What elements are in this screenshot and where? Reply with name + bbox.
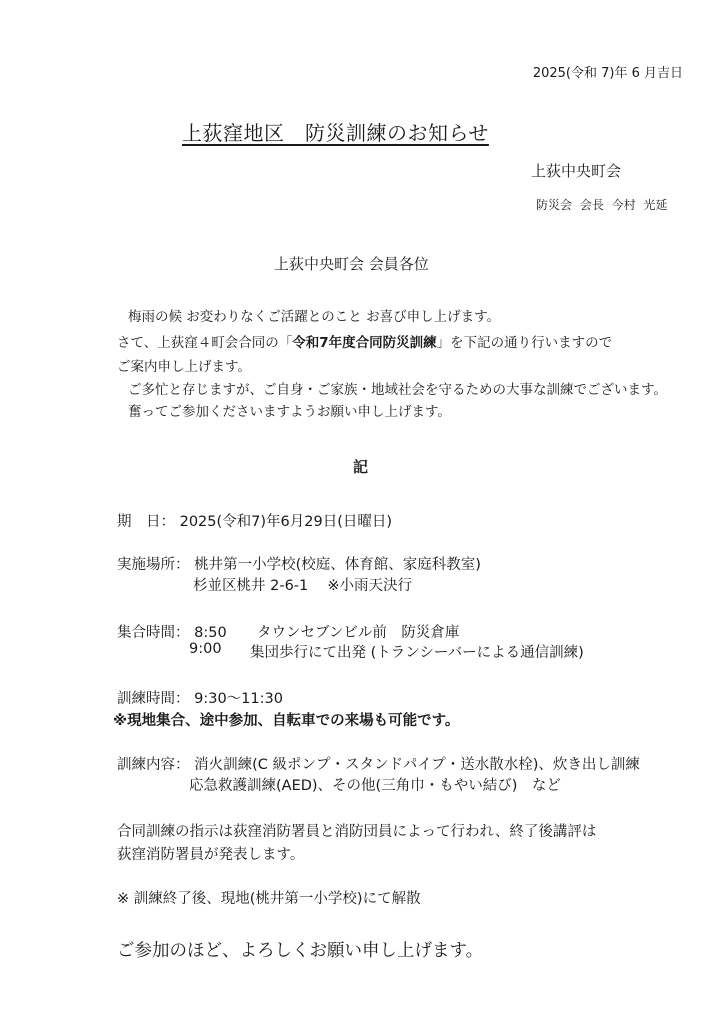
content-line-2: 応急救護訓練(AED)、その他(三角巾・もやい結び) など — [189, 778, 561, 794]
training-time-value: 9:30～11:30 — [194, 691, 283, 707]
place-row — [117, 553, 481, 574]
place-label: 実施場所： — [117, 557, 190, 573]
date-value: 2025(令和7)年6月29日(日曜日) — [179, 514, 393, 530]
signer-name: 防災会 会長 今村 光延 — [536, 198, 668, 212]
intro-line-5: 奮ってご参加くださいますようお願い申し上げます。 — [128, 404, 451, 420]
ki-heading: 記 — [353, 458, 369, 476]
event-name: 令和7年度合同防災訓練 — [292, 335, 437, 351]
content-row — [117, 753, 640, 774]
training-time-label: 訓練時間： — [117, 691, 190, 707]
content-label: 訓練内容： — [117, 757, 190, 773]
intro-line-4: ご多忙と存じますが、ご自身・ご家族・地域社会を守るための大事な訓練でございます。 — [128, 382, 667, 398]
date-label: 期 日： — [117, 514, 175, 530]
gather-time-1: 8:50 — [194, 625, 227, 641]
intro-line-2-before: さて、上荻窪４町会合同の「 — [117, 335, 293, 351]
date-row — [117, 510, 392, 531]
content-line-1: 消火訓練(C 級ポンプ・スタンドパイプ・送水散水栓)、炊き出し訓練 — [194, 757, 640, 773]
training-note: ※現地集合、途中参加、自転車での来場も可能です。 — [113, 713, 460, 729]
gather-label: 集合時間： — [117, 625, 190, 641]
place-line-2: 杉並区桃井 2-6-1 ※小雨天決行 — [193, 578, 413, 594]
instructor-line-2: 荻窪消防署員が発表します。 — [117, 847, 305, 863]
instructor-line-1: 合同訓練の指示は荻窪消防署員と消防団員によって行われ、終了後講評は — [117, 824, 597, 840]
organization-name: 上荻中央町会 — [531, 162, 622, 180]
document-date: 2025(令和 7)年 6 月吉日 — [532, 66, 683, 81]
gather-desc-2: 集団歩行にて出発 (トランシーバーによる通信訓練) — [250, 645, 584, 661]
gather-row-1 — [117, 621, 227, 642]
salutation: 上荻中央町会 会員各位 — [274, 255, 429, 273]
document-title: 上荻窪地区 防災訓練のお知らせ — [182, 121, 489, 145]
gather-desc-1: タウンセブンビル前 防災倉庫 — [257, 625, 460, 641]
intro-line-3: ご案内申し上げます。 — [117, 359, 251, 375]
place-line-1: 桃井第一小学校(校庭、体育館、家庭科教室) — [194, 557, 481, 573]
gather-time-2: 9:00 — [189, 641, 222, 657]
intro-line-1: 梅雨の候 お変わりなくご活躍とのこと お喜び申し上げます。 — [128, 309, 501, 325]
training-time-row — [117, 687, 283, 708]
dismissal-note: ※ 訓練終了後、現地(桃井第一小学校)にて解散 — [117, 891, 421, 907]
intro-line-2-after: 」を下記の通り行いますので — [436, 335, 613, 351]
intro-line-2 — [117, 331, 612, 351]
closing-remark: ご参加のほど、よろしくお願い申し上げます。 — [117, 941, 484, 961]
